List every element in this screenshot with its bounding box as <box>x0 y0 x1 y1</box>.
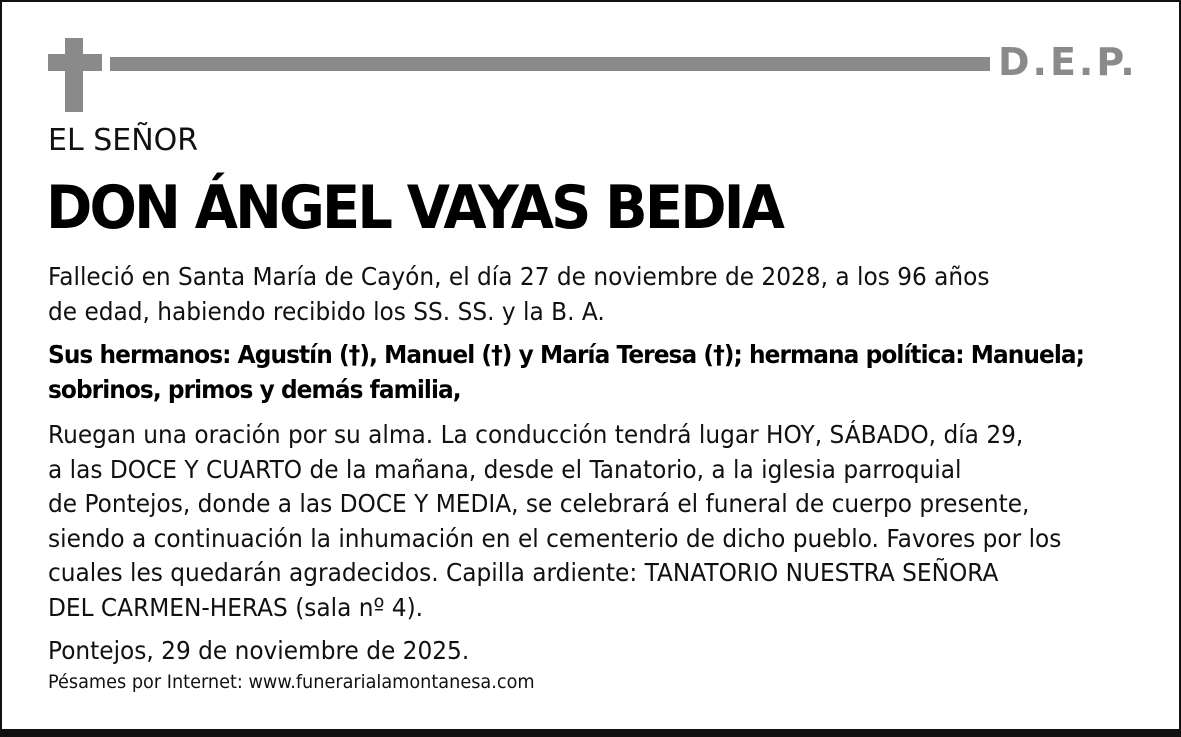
service-line: siendo a continuación la inhumación en el cementerio de dicho pueblo. Favores por los <box>48 523 1062 553</box>
service-line: a las DOCE Y CUARTO de la mañana, desde el Tanatorio, a la iglesia parroquial <box>48 454 962 484</box>
service-details <box>48 418 1071 625</box>
death-notice-line: de edad, habiendo recibido los SS. SS. y la B. A. <box>48 296 605 326</box>
place-date-line: Pontejos, 29 de noviembre de 2025. <box>48 636 470 665</box>
family-line: Sus hermanos: Agustín (†), Manuel (†) y María Teresa (†); hermana política: Manuela; <box>48 340 1085 369</box>
death-notice <box>48 260 1071 329</box>
service-line: cuales les quedarán agradecidos. Capilla ardiente: TANATORIO NUESTRA SEÑORA <box>48 558 999 587</box>
place-date <box>48 634 1071 669</box>
death-notice-line: Falleció en Santa María de Cayón, el día 27 de noviembre de 2028, a los 96 años <box>48 262 990 291</box>
honorific: EL SEÑOR <box>48 123 199 158</box>
dep-label: D.E.P. <box>998 40 1138 84</box>
deceased-name: DON ÁNGEL VAYAS BEDIA <box>46 173 783 243</box>
cross-icon <box>48 38 102 112</box>
family-line: sobrinos, primos y demás familia, <box>48 374 461 404</box>
service-line: DEL CARMEN-HERAS (sala nº 4). <box>48 592 424 622</box>
service-line: de Pontejos, donde a las DOCE Y MEDIA, se celebrará el funeral de cuerpo presente, <box>48 489 1030 518</box>
web-condolences: Pésames por Internet: www.funerarialamontanesa.com <box>48 671 535 693</box>
family-members <box>48 338 1085 407</box>
service-line: Ruegan una oración por su alma. La conducción tendrá lugar HOY, SÁBADO, día 29, <box>48 420 1024 449</box>
header-rule <box>110 57 990 71</box>
